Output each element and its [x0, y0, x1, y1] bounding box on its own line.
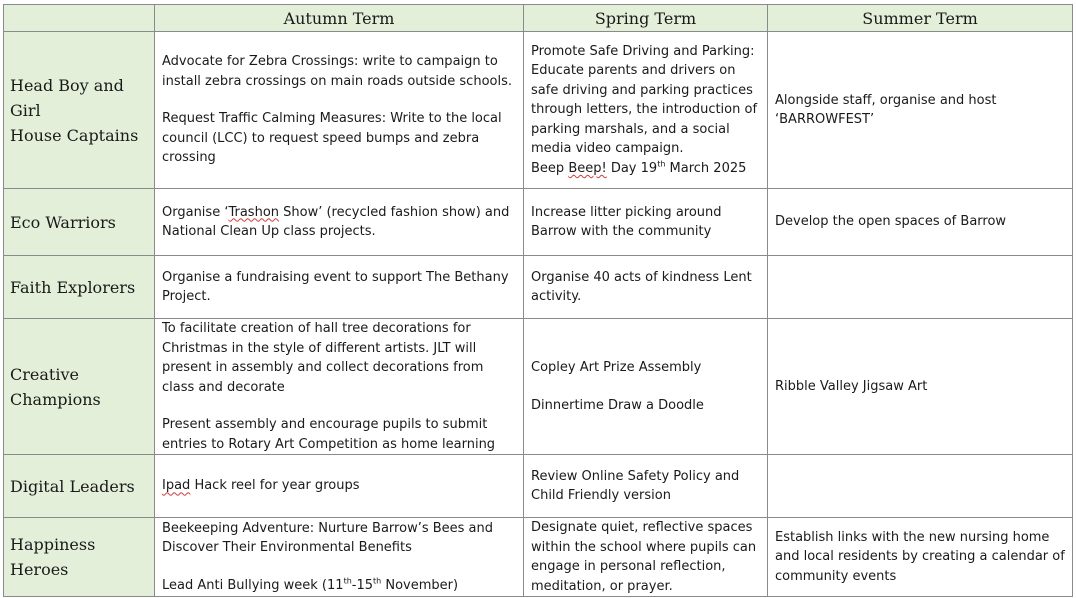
table-row [4, 319, 1073, 455]
row-header-line: Creative [10, 364, 79, 384]
activity-text: Promote Safe Driving and Parking: Educate parents and drivers on safe driving and parking practices through letters, the introduction of parking marshals, and a social media video campaign. [531, 43, 758, 157]
activity-text: Alongside staff, organise and host ‘BARROWFEST’ [775, 92, 997, 127]
table-row [4, 189, 1073, 256]
activity-text: Organise a fundraising event to support The Bethany Project. [162, 269, 509, 304]
activity-text: Copley Art Prize Assembly [531, 360, 702, 375]
activity-text: Review Online Safety Policy and Child Friendly version [531, 468, 740, 503]
cell-spring [524, 455, 768, 518]
activity-text: Develop the open spaces of Barrow [775, 214, 1007, 230]
row-header-line: Head Boy and Girl [10, 75, 124, 120]
activity-text: Ribble Valley Jigsaw Art [775, 378, 928, 394]
activity-event: Beep Beep! Day 19th March 2025 [531, 159, 747, 176]
activity-text: Organise ‘Trashon Show’ (recycled fashion show) and National Clean Up class projects. [162, 204, 510, 239]
table-row [4, 518, 1073, 597]
activity-text: Organise 40 acts of kindness Lent activity. [531, 269, 752, 304]
row-header-line: Faith Explorers [10, 277, 136, 297]
cell-summer [768, 32, 1073, 189]
activity-text: Beekeeping Adventure: Nurture Barrow’s Bees and Discover Their Environmental Benefits [162, 520, 494, 556]
row-header-eco-warriors [4, 189, 155, 256]
activity-text: Increase litter picking around Barrow with the community [531, 204, 722, 239]
cell-autumn [155, 256, 524, 319]
row-header-happiness-heroes [4, 518, 155, 597]
row-header-line: Eco Warriors [10, 212, 116, 232]
row-header-digital-leaders [4, 455, 155, 518]
activity-text: Dinnertime Draw a Doodle [531, 397, 704, 413]
cell-summer-empty [768, 455, 1073, 518]
activity-text: Establish links with the new nursing home and local residents by creating a calendar of community events [775, 529, 1065, 584]
cell-autumn [155, 455, 524, 518]
cell-spring [524, 32, 768, 189]
table-row [4, 455, 1073, 518]
cell-autumn [155, 518, 524, 597]
row-header-head-boy-girl [4, 32, 155, 189]
activity-text: To facilitate creation of hall tree decorations for Christmas in the style of different artists. JLT will present in assembly and collect decorations from class and decorate [162, 321, 484, 395]
column-header-autumn: Autumn Term [155, 5, 524, 32]
activity-event: Lead Anti Bullying week (11th-15th November) [162, 576, 459, 593]
table-row [4, 256, 1073, 319]
cell-summer-empty [768, 256, 1073, 319]
column-header-spring: Spring Term [524, 5, 768, 32]
activity-text: Present assembly and encourage pupils to submit entries to Rotary Art Competition as home learning [162, 417, 496, 452]
activity-text: Ipad Hack reel for year groups [162, 478, 360, 494]
activity-text: Advocate for Zebra Crossings: write to campaign to install zebra crossings on main roads outside schools. [162, 54, 512, 89]
cell-autumn [155, 32, 524, 189]
corner-cell [4, 5, 155, 32]
row-header-line: House Captains [10, 125, 139, 145]
cell-spring [524, 189, 768, 256]
row-header-line: Happiness [10, 535, 96, 554]
cell-summer [768, 319, 1073, 455]
activity-text: Request Traffic Calming Measures: Write to the local council (LCC) to request speed bumps and zebra crossing [162, 111, 502, 166]
column-header-summer: Summer Term [768, 5, 1073, 32]
row-header-creative-champions [4, 319, 155, 455]
table-row [4, 32, 1073, 189]
cell-spring [524, 518, 768, 597]
header-row [4, 5, 1073, 32]
cell-autumn [155, 319, 524, 455]
cell-spring [524, 256, 768, 319]
row-header-faith-explorers [4, 256, 155, 319]
student-leadership-table [3, 4, 1073, 597]
row-header-line: Heroes [10, 560, 69, 579]
activity-text: Designate quiet, reflective spaces within the school where pupils can engage in personal reflection, meditation, or prayer. [531, 520, 757, 594]
row-header-line: Digital Leaders [10, 476, 135, 496]
row-header-line: Champions [10, 389, 101, 409]
cell-summer [768, 518, 1073, 597]
cell-summer [768, 189, 1073, 256]
cell-spring [524, 319, 768, 455]
cell-autumn [155, 189, 524, 256]
